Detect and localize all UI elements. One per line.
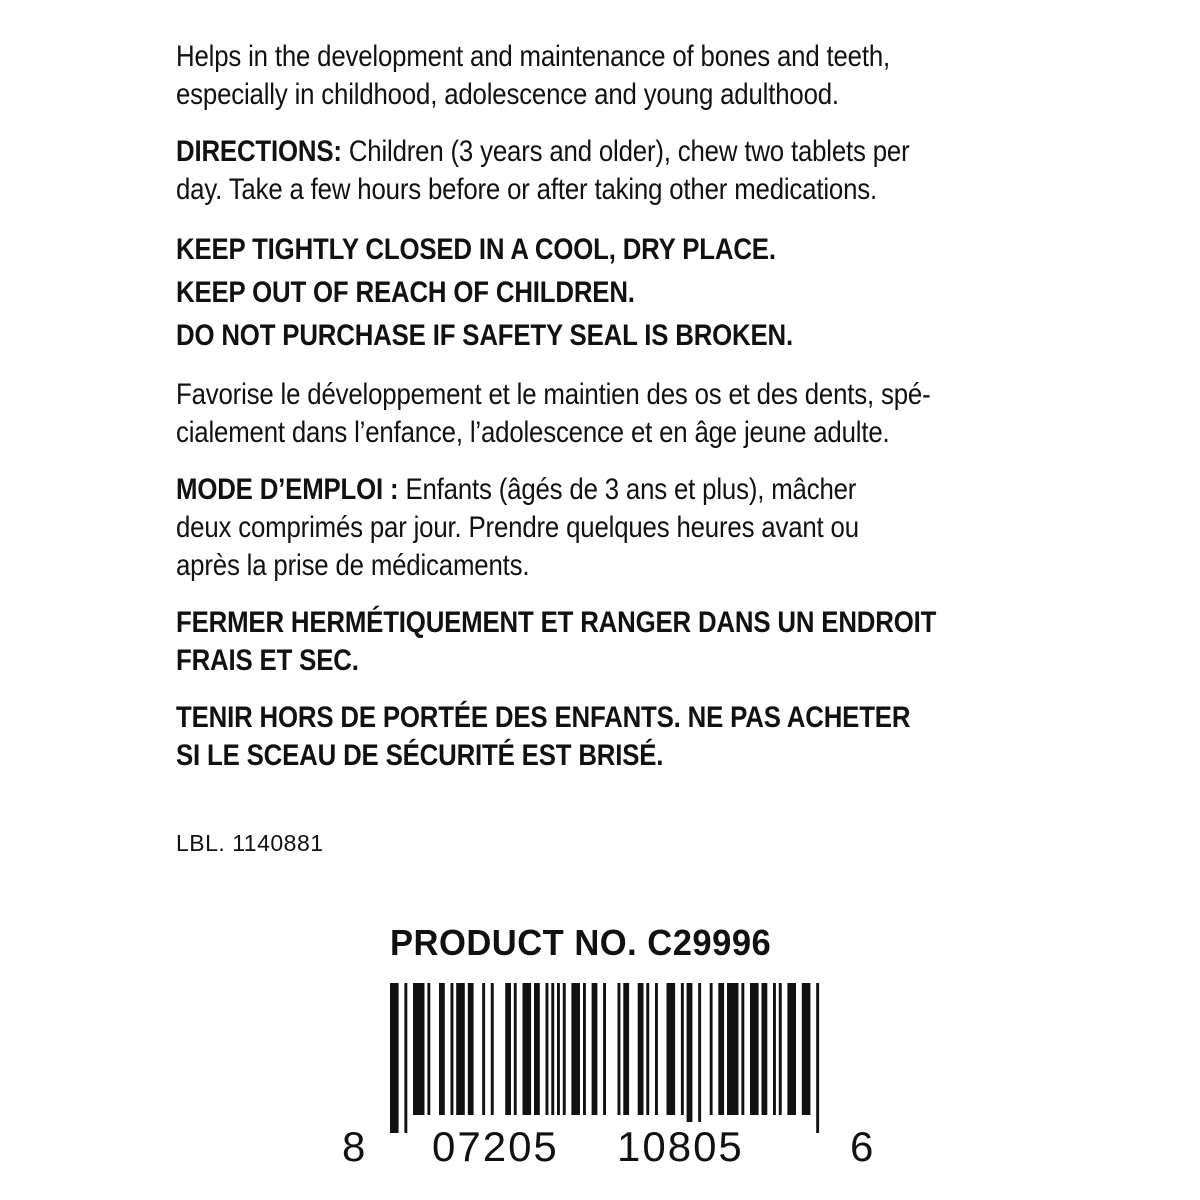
barcode-bar [718,983,724,1115]
french-benefit [176,376,1044,452]
barcode-bar [667,983,676,1115]
english-warnings [176,228,1044,357]
barcode-left-digits: 07205 [428,1122,563,1172]
french-storage-line-1: FERMER HERMÉTIQUEMENT ET RANGER DANS UN ENDROIT [176,606,937,639]
french-directions [176,471,1044,585]
barcode-bar [623,983,629,1115]
barcode-bar [687,983,693,1133]
barcode-bar [655,983,658,1115]
barcode-bar [773,983,776,1115]
label-code: LBL. 1140881 [176,830,324,856]
english-directions-line-2: day. Take a few hours before or after taking other medications. [176,173,877,206]
barcode-bar [816,983,819,1133]
barcode-bar [710,983,713,1115]
barcode-right-digits: 10805 [613,1122,748,1172]
english-benefit [176,38,1044,114]
barcode-bar [571,983,580,1115]
french-warning-children [176,699,1044,775]
barcode-bar [592,983,598,1115]
mode-emploi-label: MODE D’EMPLOI : [176,473,399,506]
barcode-bar [468,983,474,1115]
english-benefit-line-2: especially in childhood, adolescence and young adulthood. [176,78,839,111]
barcode-bar [618,983,621,1115]
barcode-bar [557,983,560,1115]
barcode-bar [583,983,586,1115]
french-warning-storage [176,604,1044,680]
french-directions-line-3: après la prise de médicaments. [176,549,530,582]
barcode-bar [546,983,549,1115]
barcode-bar [646,983,649,1115]
barcode-last-digit: 6 [846,1122,879,1172]
label-text-panel [176,38,1044,794]
barcode-bar [638,983,644,1115]
warning-storage: KEEP TIGHTLY CLOSED IN A COOL, DRY PLACE. [176,233,776,266]
warning-children: KEEP OUT OF REACH OF CHILDREN. [176,276,635,309]
french-storage-line-2: FRAIS ET SEC. [176,644,359,677]
french-benefit-line-2: cialement dans l’enfance, l’adolescence et en âge jeune adulte. [176,416,890,449]
barcode-bar [514,983,517,1115]
barcode-bar [741,983,744,1115]
barcode-bar [681,983,684,1115]
english-directions-line-1 [176,133,1042,171]
barcode-first-digit: 8 [338,1122,371,1172]
barcode-bar [456,983,465,1115]
barcode-bar [482,983,485,1115]
english-directions [176,133,1044,209]
barcode-bar [603,983,606,1115]
french-directions-line-2: deux comprimés par jour. Prendre quelques heures avant ou [176,511,859,544]
barcode-bar [390,983,399,1133]
barcode-bar [451,983,454,1115]
barcode-bar [427,983,430,1115]
barcode-bar [551,983,554,1115]
french-benefit-line-1: Favorise le développement et le maintien des os et des dents, spé- [176,378,931,411]
barcode-bar [727,983,739,1115]
barcode-bar [762,983,768,1115]
barcode-bar [523,983,532,1115]
french-children-line-2: SI LE SCEAU DE SÉCURITÉ EST BRISÉ. [176,739,664,772]
product-number: PRODUCT NO. C29996 [390,922,772,963]
barcode-bar [787,983,796,1115]
directions-label: DIRECTIONS: [176,135,342,168]
barcode-bar [534,983,540,1115]
barcode-bar [439,983,445,1115]
barcode-bar [563,983,566,1115]
barcode-bar [802,983,811,1115]
barcode-bar [505,983,511,1115]
warning-seal: DO NOT PURCHASE IF SAFETY SEAL IS BROKEN. [176,319,794,352]
barcode-bar [404,983,407,1133]
directions-text-1: Children (3 years and older), chew two tablets per [341,135,910,168]
barcode-bar [779,983,782,1115]
english-benefit-line-1: Helps in the development and maintenance of bones and teeth, [176,40,891,73]
barcode-bar [413,983,425,1115]
barcode [386,983,826,1133]
barcode-bar [750,983,759,1115]
french-directions-line-1 [176,471,1042,509]
barcode-bar [698,983,701,1133]
barcode-bar [491,983,494,1115]
french-directions-text-1: Enfants (âgés de 3 ans et plus), mâcher [398,473,857,506]
french-children-line-1: TENIR HORS DE PORTÉE DES ENFANTS. NE PAS ACHETER [176,701,911,734]
